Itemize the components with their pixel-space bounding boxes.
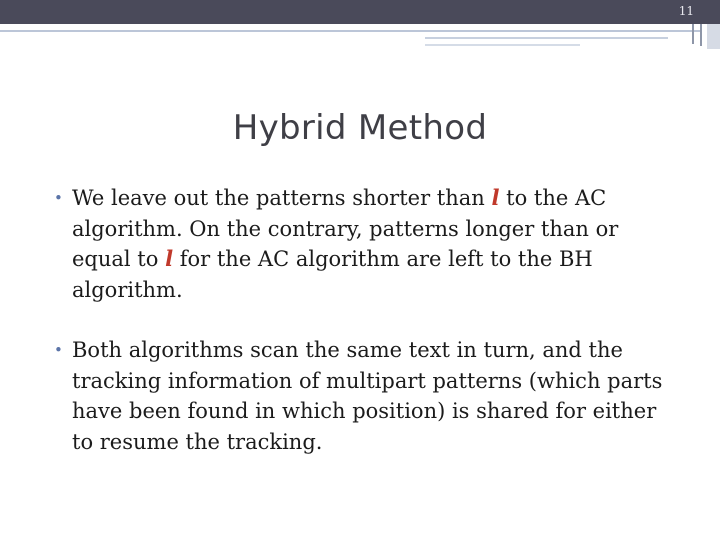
bullet-item bbox=[52, 183, 682, 305]
decorative-bar bbox=[692, 24, 694, 44]
bullet-text: Both algorithms scan the same text in turn, and the tracking information of multipart patterns (which parts have been found in which position) is shared for either to resume the tracking. bbox=[72, 338, 663, 454]
decorative-bar bbox=[700, 24, 702, 46]
bullet-item bbox=[52, 335, 682, 457]
bullet-list bbox=[52, 183, 682, 487]
variable-l: l bbox=[165, 246, 174, 271]
bullet-marker: • bbox=[54, 341, 63, 359]
decorative-line bbox=[0, 30, 700, 32]
decorative-line bbox=[425, 44, 580, 46]
bullet-marker: • bbox=[54, 189, 63, 207]
decorative-bar bbox=[707, 24, 720, 49]
slide-title: Hybrid Method bbox=[232, 108, 488, 148]
decorative-line bbox=[425, 37, 668, 39]
page-number: 11 bbox=[678, 4, 694, 18]
bullet-text: for the AC algorithm are left to the BH algorithm. bbox=[72, 247, 593, 302]
top-header-bar bbox=[0, 0, 720, 24]
bullet-text: We leave out the patterns shorter than bbox=[72, 186, 492, 210]
bullet-text: to the AC algorithm. On the contrary, patterns longer than or equal to bbox=[72, 186, 619, 271]
variable-l: l bbox=[491, 185, 500, 210]
